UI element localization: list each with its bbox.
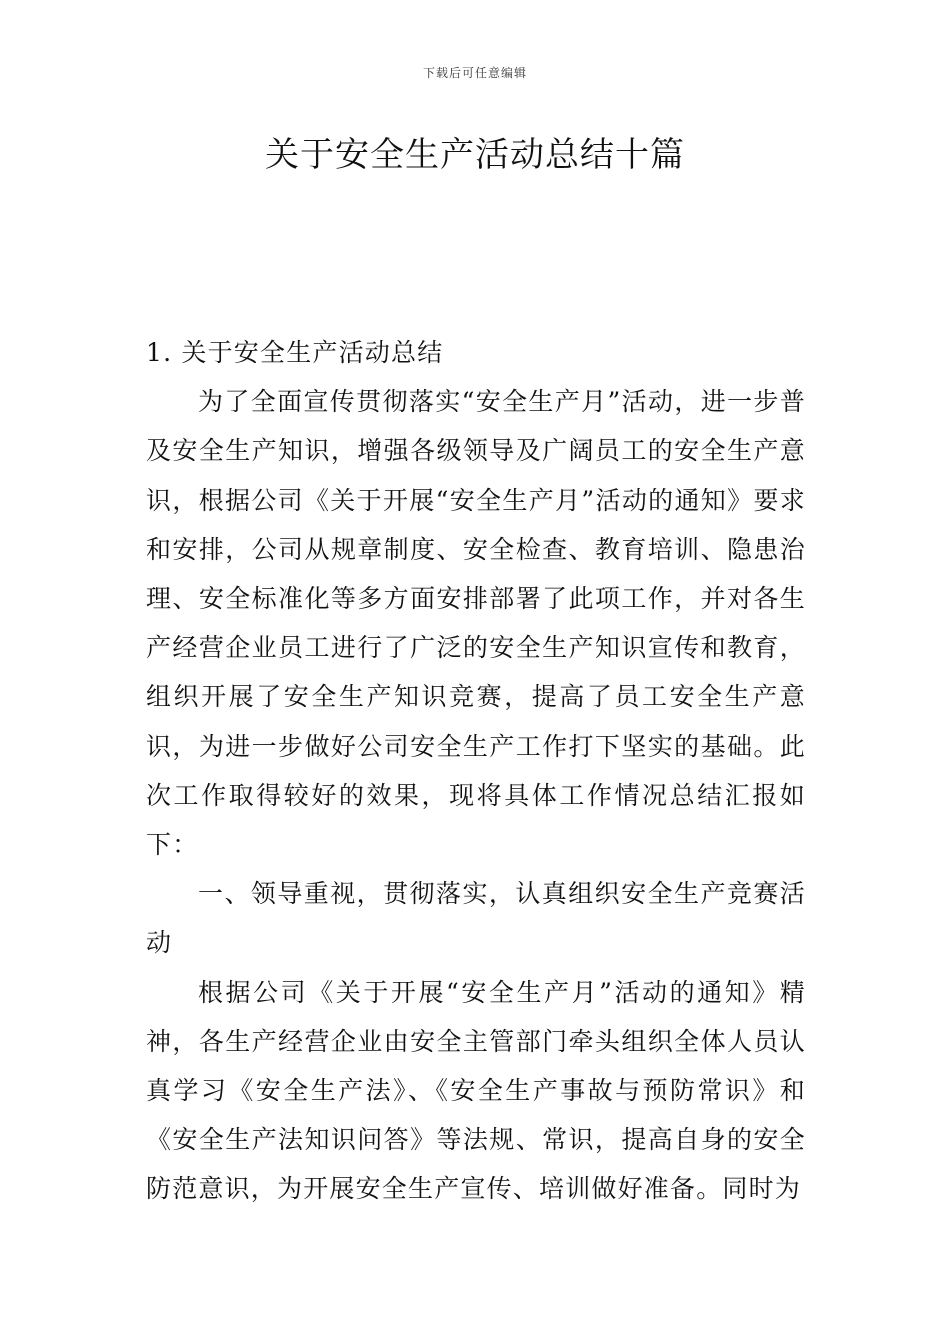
header-note: 下载后可任意编辑	[422, 66, 527, 80]
paragraph-subheading: 一、领导重视，贯彻落实，认真组织安全生产竞赛活动	[146, 879, 806, 958]
section-heading: 1. 关于安全生产活动总结	[146, 338, 444, 367]
document-body	[146, 328, 806, 1214]
paragraph-body: 根据公司《关于开展“安全生产月”活动的通知》精神，各生产经营企业由安全主管部门牵头组织全体人员认真学习《安全生产法》、《安全生产事故与预防常识》和《安全生产法知识问答》等法规、常识，提高自身的安全防范意识，为开展安全生产宣传、培训做好准备。同时为	[146, 977, 806, 1204]
paragraph-intro: 为了全面宣传贯彻落实“安全生产月”活动，进一步普及安全生产知识，增强各级领导及广阔员工的安全生产意识，根据公司《关于开展“安全生产月”活动的通知》要求和安排，公司从规章制度、安全检查、教育培训、隐患治理、安全标准化等多方面安排部署了此项工作，并对各生产经营企业员工进行了广泛的安全生产知识宣传和教育，组织开展了安全生产知识竞赛，提高了员工安全生产意识，为进一步做好公司安全生产工作打下坚实的基础。此次工作取得较好的效果，现将具体工作情况总结汇报如下：	[146, 387, 806, 860]
document-title: 关于安全生产活动总结十篇	[265, 135, 685, 175]
